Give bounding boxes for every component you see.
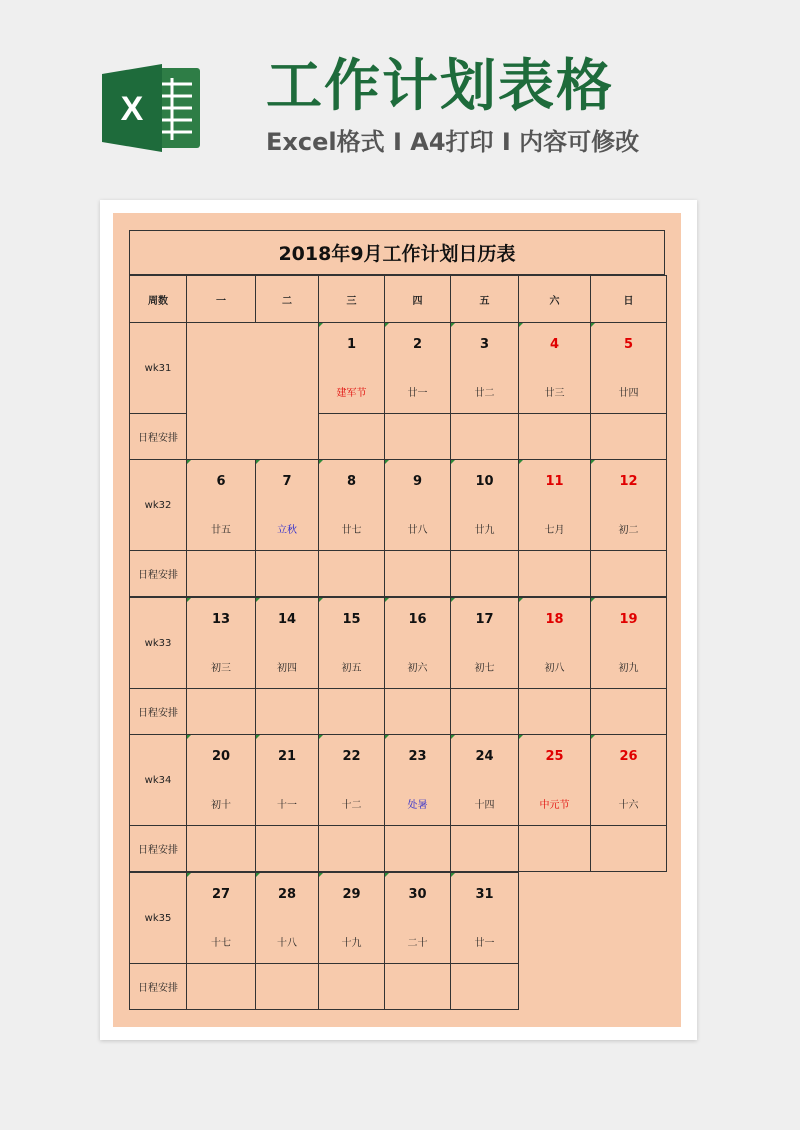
day-number: 16 <box>408 612 427 627</box>
day-number: 8 <box>346 474 357 489</box>
week-label: wk31 <box>129 322 187 414</box>
lunar-date: 初三 <box>211 663 231 674</box>
day-cell[interactable] <box>384 597 451 689</box>
schedule-cell[interactable] <box>590 550 667 597</box>
day-cell[interactable] <box>450 734 519 826</box>
lunar-date: 廿一 <box>407 388 428 399</box>
lunar-date: 十九 <box>341 938 362 949</box>
lunar-date: 廿一 <box>474 938 495 949</box>
day-number: 22 <box>342 749 361 764</box>
day-cell[interactable] <box>590 459 667 551</box>
day-cell[interactable] <box>255 872 319 964</box>
day-number: 17 <box>475 612 494 627</box>
schedule-cell[interactable] <box>450 550 519 597</box>
lunar-date: 二十 <box>407 938 428 949</box>
day-number: 5 <box>623 337 634 352</box>
lunar-date: 廿八 <box>407 525 428 536</box>
lunar-date: 廿三 <box>544 388 565 399</box>
schedule-cell[interactable] <box>518 825 591 872</box>
day-number: 14 <box>277 612 297 627</box>
logo-letter: X <box>120 90 144 128</box>
schedule-cell[interactable] <box>590 688 667 735</box>
schedule-cell[interactable] <box>186 963 256 1010</box>
day-number: 27 <box>211 887 231 902</box>
schedule-label: 日程安排 <box>129 825 187 872</box>
schedule-cell[interactable] <box>186 825 256 872</box>
day-number: 19 <box>619 612 638 627</box>
day-cell[interactable] <box>450 459 519 551</box>
schedule-cell[interactable] <box>318 825 385 872</box>
day-cell[interactable] <box>186 597 256 689</box>
schedule-cell[interactable] <box>518 550 591 597</box>
lunar-date: 初二 <box>618 525 639 536</box>
day-cell[interactable] <box>518 597 591 689</box>
day-number: 15 <box>342 612 361 627</box>
day-cell[interactable] <box>318 459 385 551</box>
day-cell[interactable] <box>255 459 319 551</box>
day-number: 23 <box>408 749 427 764</box>
lunar-date: 中元节 <box>539 800 570 811</box>
day-number: 2 <box>412 337 423 352</box>
week-label: wk33 <box>129 597 187 689</box>
schedule-cell[interactable] <box>318 963 385 1010</box>
schedule-cell[interactable] <box>186 550 256 597</box>
page-subtitle: Excel格式 I A4打印 I 内容可修改 <box>266 128 640 156</box>
day-number: 9 <box>412 474 423 489</box>
schedule-cell[interactable] <box>450 688 519 735</box>
schedule-cell[interactable] <box>384 825 451 872</box>
day-number: 30 <box>408 887 427 902</box>
schedule-cell[interactable] <box>384 688 451 735</box>
day-cell[interactable] <box>450 597 519 689</box>
lunar-date: 十八 <box>277 938 297 949</box>
weekday-header: 一 <box>186 275 256 323</box>
schedule-cell[interactable] <box>384 413 451 460</box>
day-cell[interactable] <box>518 459 591 551</box>
day-number: 4 <box>549 337 560 352</box>
lunar-date: 十四 <box>474 800 495 811</box>
excel-icon <box>100 60 204 156</box>
schedule-label: 日程安排 <box>129 688 187 735</box>
lunar-date: 廿四 <box>618 388 639 399</box>
schedule-cell[interactable] <box>318 550 385 597</box>
schedule-cell[interactable] <box>450 825 519 872</box>
lunar-date: 七月 <box>544 525 565 536</box>
day-number: 28 <box>277 887 297 902</box>
lunar-date: 廿五 <box>211 525 231 536</box>
day-cell[interactable] <box>590 322 667 414</box>
day-cell[interactable] <box>318 872 385 964</box>
weekday-header: 二 <box>255 275 319 323</box>
schedule-cell[interactable] <box>255 963 319 1010</box>
lunar-date: 十二 <box>341 800 362 811</box>
day-cell[interactable] <box>255 597 319 689</box>
day-number: 3 <box>479 337 490 352</box>
day-cell[interactable] <box>590 734 667 826</box>
day-cell[interactable] <box>518 322 591 414</box>
schedule-cell[interactable] <box>255 550 319 597</box>
week-label: wk35 <box>129 872 187 964</box>
schedule-cell[interactable] <box>318 688 385 735</box>
lunar-date: 初四 <box>277 663 297 674</box>
lunar-date: 廿七 <box>341 525 362 536</box>
schedule-label: 日程安排 <box>129 963 187 1010</box>
weekday-header: 三 <box>318 275 385 323</box>
schedule-cell[interactable] <box>318 413 385 460</box>
lunar-date: 十一 <box>277 800 297 811</box>
schedule-cell[interactable] <box>590 413 667 460</box>
schedule-cell[interactable] <box>450 413 519 460</box>
lunar-date: 初七 <box>474 663 495 674</box>
day-number: 11 <box>545 474 564 489</box>
day-number: 29 <box>342 887 361 902</box>
week-label: wk34 <box>129 734 187 826</box>
lunar-date: 处暑 <box>407 800 428 811</box>
day-cell[interactable] <box>318 597 385 689</box>
schedule-cell[interactable] <box>186 688 256 735</box>
weekday-header: 五 <box>450 275 519 323</box>
lunar-date: 初十 <box>211 800 231 811</box>
day-number: 24 <box>475 749 494 764</box>
day-cell[interactable] <box>384 322 451 414</box>
day-cell[interactable] <box>318 734 385 826</box>
lunar-date: 初六 <box>407 663 428 674</box>
schedule-cell[interactable] <box>450 963 519 1010</box>
day-cell[interactable] <box>318 322 385 414</box>
calendar-title: 2018年9月工作计划日历表 <box>129 230 665 275</box>
day-number: 25 <box>545 749 564 764</box>
day-number: 12 <box>619 474 638 489</box>
day-cell[interactable] <box>384 459 451 551</box>
schedule-cell[interactable] <box>255 688 319 735</box>
lunar-date: 立秋 <box>277 525 297 536</box>
lunar-date: 初五 <box>341 663 362 674</box>
schedule-cell[interactable] <box>518 413 591 460</box>
page-title: 工作计划表格 <box>266 54 614 119</box>
weekday-header: 六 <box>518 275 591 323</box>
week-number-header: 周数 <box>129 275 187 323</box>
weekday-header: 四 <box>384 275 451 323</box>
day-number: 26 <box>619 749 638 764</box>
day-cell[interactable] <box>590 597 667 689</box>
lunar-date: 建军节 <box>336 388 367 399</box>
lunar-date: 十七 <box>211 938 231 949</box>
empty-merged-cell <box>186 322 319 460</box>
lunar-date: 廿九 <box>474 525 495 536</box>
day-number: 7 <box>282 474 292 489</box>
schedule-cell[interactable] <box>518 688 591 735</box>
day-cell[interactable] <box>384 734 451 826</box>
schedule-cell[interactable] <box>255 825 319 872</box>
day-cell[interactable] <box>384 872 451 964</box>
day-number: 13 <box>211 612 231 627</box>
day-cell[interactable] <box>450 322 519 414</box>
day-number: 6 <box>216 474 226 489</box>
day-cell[interactable] <box>518 734 591 826</box>
day-cell[interactable] <box>186 734 256 826</box>
day-cell[interactable] <box>186 872 256 964</box>
day-number: 31 <box>475 887 494 902</box>
day-cell[interactable] <box>255 734 319 826</box>
schedule-label: 日程安排 <box>129 550 187 597</box>
lunar-date: 初八 <box>544 663 565 674</box>
schedule-cell[interactable] <box>590 825 667 872</box>
lunar-date: 十六 <box>618 800 639 811</box>
day-number: 18 <box>545 612 564 627</box>
schedule-cell[interactable] <box>384 550 451 597</box>
week-label: wk32 <box>129 459 187 551</box>
lunar-date: 初九 <box>618 663 639 674</box>
day-cell[interactable] <box>186 459 256 551</box>
day-cell[interactable] <box>450 872 519 964</box>
schedule-label: 日程安排 <box>129 413 187 460</box>
lunar-date: 廿二 <box>474 388 495 399</box>
weekday-header: 日 <box>590 275 667 323</box>
day-number: 1 <box>346 337 357 352</box>
day-number: 20 <box>211 749 231 764</box>
day-number: 10 <box>475 474 494 489</box>
day-number: 21 <box>277 749 297 764</box>
schedule-cell[interactable] <box>384 963 451 1010</box>
